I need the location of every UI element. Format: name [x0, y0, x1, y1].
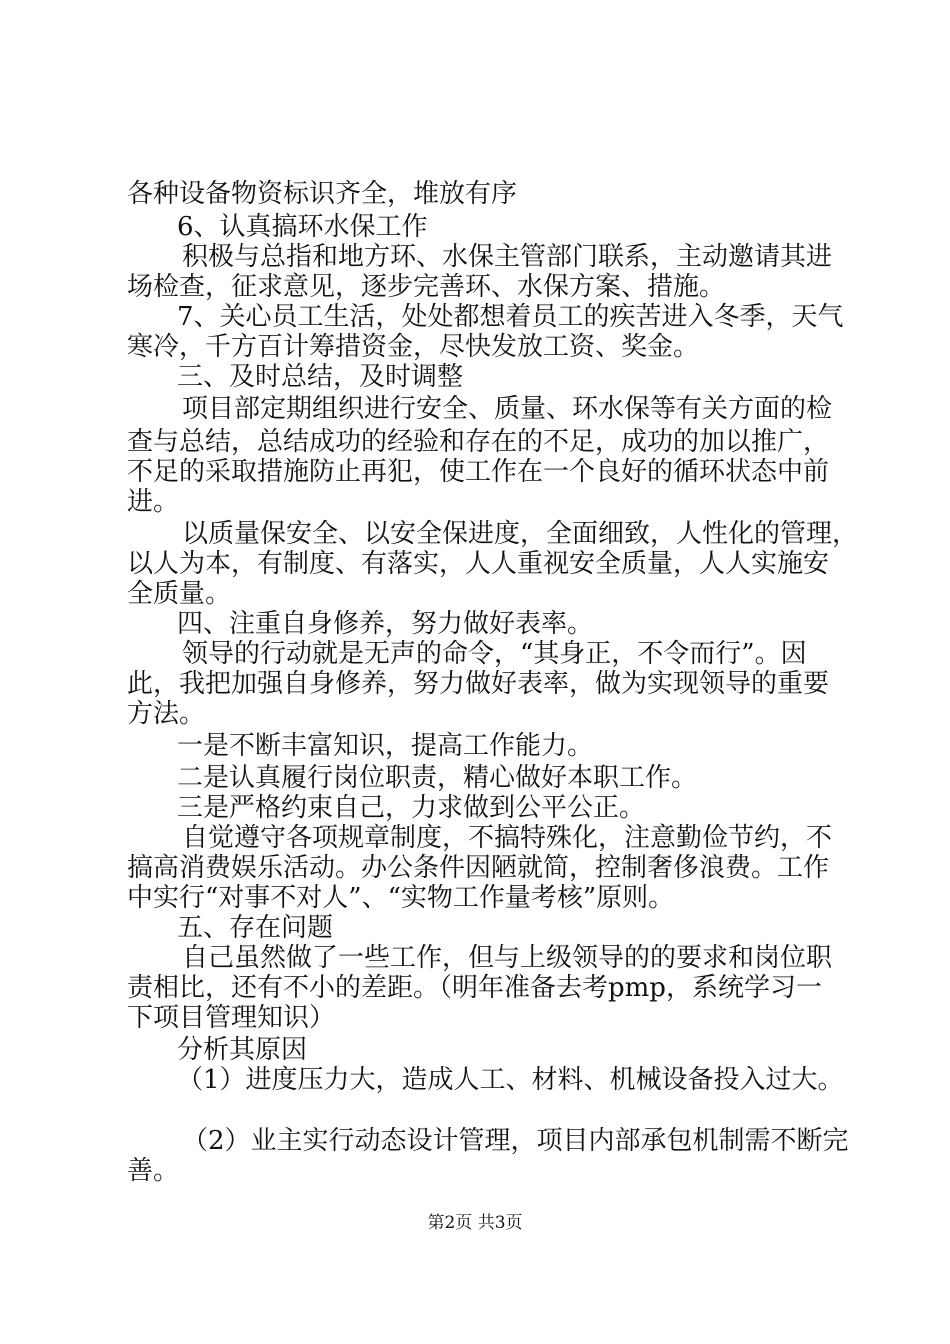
- text-line: （2）业主实行动态设计管理，项目内部承包机制需不断完: [182, 1126, 849, 1156]
- text-line: 二是认真履行岗位职责，精心做好本职工作。: [177, 763, 698, 793]
- text-line: 责相比，还有不小的差距。（明年准备去考pmp，系统学习一: [127, 973, 822, 1003]
- text-line: 中实行“对事不对人”、“实物工作量考核”原则。: [127, 883, 675, 913]
- section-heading: 五、存在问题: [177, 913, 334, 943]
- text-line: 寒冷，千方百计筹措资金，尽快发放工资、奖金。: [127, 332, 700, 362]
- text-line: 此，我把加强自身修养，努力做好表率，做为实现领导的重要: [127, 669, 830, 699]
- text-line: 领导的行动就是无声的命令，“其身正，不令而行”。因: [182, 639, 807, 669]
- text-line: 各种设备物资标识齐全，堆放有序: [127, 179, 518, 209]
- text-line: 自己虽然做了一些工作，但与上级领导的的要求和岗位职: [182, 943, 833, 973]
- text-line: 6、认真搞环水保工作: [177, 212, 428, 242]
- text-line: 一是不断丰富知识，提高工作能力。: [177, 731, 594, 761]
- text-line: 搞高消费娱乐活动。办公条件因陋就简，控制奢侈浪费。工作: [127, 853, 830, 883]
- text-line: 进。: [127, 487, 180, 517]
- text-line: 分析其原因: [177, 1035, 308, 1065]
- text-line: 项目部定期组织进行安全、质量、环水保等有关方面的检: [182, 394, 833, 424]
- page-footer: 第2页 共3页: [427, 1213, 523, 1233]
- section-heading: 三、及时总结，及时调整: [177, 362, 464, 392]
- section-heading: 四、注重自身修养，努力做好表率。: [177, 609, 594, 639]
- text-line: 不足的采取措施防止再犯，使工作在一个良好的循环状态中前: [127, 457, 830, 487]
- text-line: 以质量保安全、以安全保进度，全面细致，人性化的管理，: [182, 519, 859, 549]
- text-line: 善。: [127, 1156, 180, 1186]
- text-line: 以人为本，有制度、有落实，人人重视安全质量，人人实施安: [127, 549, 830, 579]
- text-line: 7、关心员工生活，处处都想着员工的疾苦进入冬季，天气: [177, 302, 844, 332]
- text-line: 下项目管理知识）: [127, 1003, 336, 1033]
- text-line: 查与总结，总结成功的经验和存在的不足，成功的加以推广，: [127, 427, 830, 457]
- text-line: 场检查，征求意见，逐步完善环、水保方案、措施。: [127, 272, 726, 302]
- text-line: 自觉遵守各项规章制度，不搞特殊化，注意勤俭节约，不: [182, 823, 833, 853]
- text-line: 积极与总指和地方环、水保主管部门联系，主动邀请其进: [182, 242, 833, 272]
- text-line: 三是严格约束自己，力求做到公平公正。: [177, 793, 646, 823]
- text-line: 方法。: [127, 699, 206, 729]
- text-line: （1）进度压力大，造成人工、材料、机械设备投入过大。: [177, 1065, 844, 1095]
- text-line: 全质量。: [127, 579, 232, 609]
